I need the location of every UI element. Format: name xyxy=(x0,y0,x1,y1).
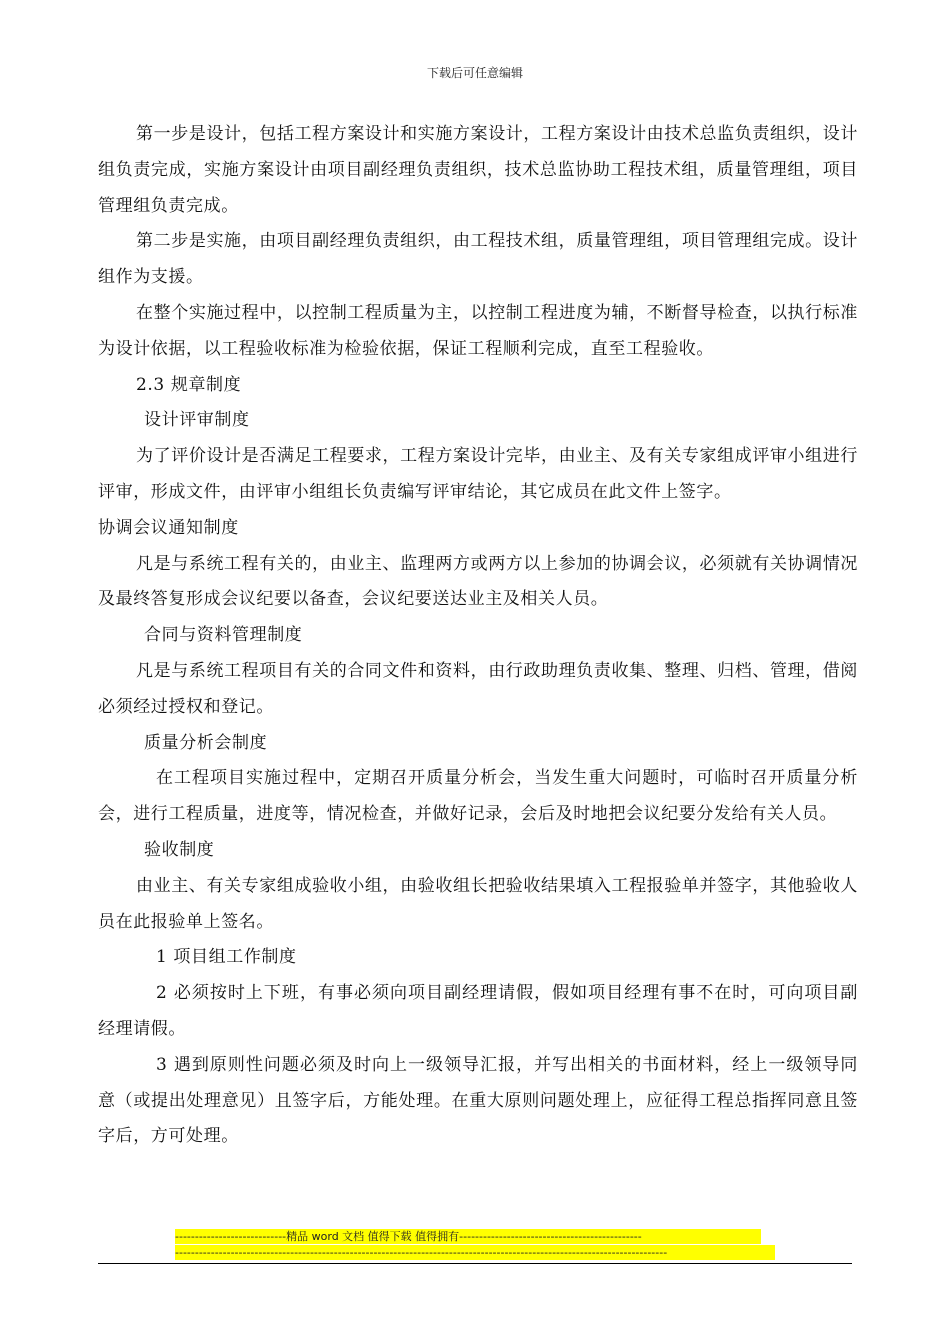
paragraph-step2: 第二步是实施，由项目副经理负责组织，由工程技术组，质量管理组，项目管理组完成。设计组作为支援。 xyxy=(98,231,858,288)
subheading-contract-docs: 合同与资料管理制度 xyxy=(144,625,303,646)
paragraph-acceptance: 由业主、有关专家组成验收小组，由验收组长把验收结果填入工程报验单并签字，其他验收人员在此报验单上签名。 xyxy=(98,875,858,932)
document-body xyxy=(98,117,858,1155)
page-header: 下载后可任意编辑 xyxy=(426,66,523,80)
subheading-coordination-meeting: 协调会议通知制度 xyxy=(98,517,239,538)
footer-divider xyxy=(98,1263,852,1264)
subheading-quality-analysis: 质量分析会制度 xyxy=(144,732,268,753)
paragraph-contract-docs: 凡是与系统工程项目有关的合同文件和资料，由行政助理负责收集、整理、归档、管理，借阅必须经过授权和登记。 xyxy=(98,660,858,717)
list-item-3: 3 遇到原则性问题必须及时向上一级领导汇报，并写出相关的书面材料，经上一级领导同意（或提出处理意见）且签字后，方能处理。在重大原则问题处理上，应征得工程总指挥同意且签字后，方可处理。 xyxy=(98,1054,858,1147)
paragraph-coordination-meeting: 凡是与系统工程有关的，由业主、监理两方或两方以上参加的协调会议，必须就有关协调情况及最终答复形成会议纪要以备查，会议纪要送达业主及相关人员。 xyxy=(98,553,858,610)
subheading-acceptance: 验收制度 xyxy=(144,839,215,860)
footer-banner-dashes: ---------------------------------------------------------------------------------------------------------------------------- xyxy=(175,1245,775,1260)
paragraph-quality-analysis: 在工程项目实施过程中，定期召开质量分析会，当发生重大问题时，可临时召开质量分析会，进行工程质量，进度等，情况检查，并做好记录，会后及时地把会议纪要分发给有关人员。 xyxy=(98,768,858,825)
footer-banner-text: ----------------------------精品 word 文档 值得下载 值得拥有---------------------------------------------- xyxy=(175,1229,761,1244)
paragraph-design-review: 为了评价设计是否满足工程要求，工程方案设计完毕，由业主、及有关专家组成评审小组进行评审，形成文件，由评审小组组长负责编写评审结论，其它成员在此文件上签字。 xyxy=(98,446,858,502)
list-item-1: 1 项目组工作制度 xyxy=(156,947,297,968)
section-heading-regulations: 2.3 规章制度 xyxy=(136,374,242,395)
paragraph-step1: 第一步是设计，包括工程方案设计和实施方案设计，工程方案设计由技术总监负责组织，设计组负责完成，实施方案设计由项目副经理负责组织，技术总监协助工程技术组，质量管理组，项目管理组负责完成。 xyxy=(98,124,858,216)
subheading-design-review: 设计评审制度 xyxy=(144,410,250,431)
paragraph-process: 在整个实施过程中，以控制工程质量为主，以控制工程进度为辅，不断督导检查，以执行标准为设计依据，以工程验收标准为检验依据，保证工程顺利完成，直至工程验收。 xyxy=(98,302,858,359)
list-item-2: 2 必须按时上下班，有事必须向项目副经理请假，假如项目经理有事不在时，可向项目副经理请假。 xyxy=(98,983,858,1039)
